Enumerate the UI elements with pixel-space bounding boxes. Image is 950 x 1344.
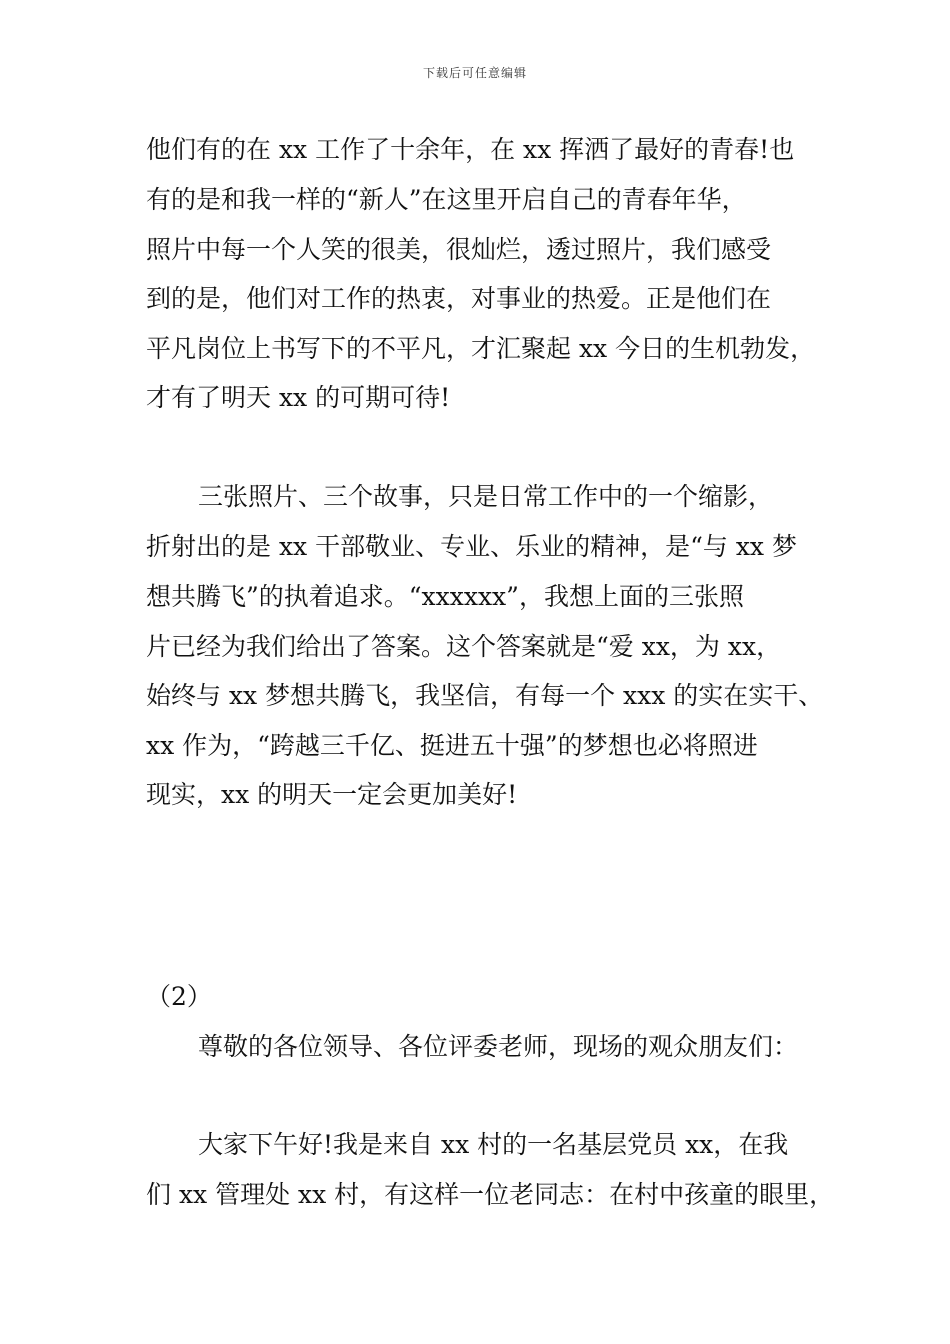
paragraph-2-line-6: xx 作为，“跨越三千亿、挺进五十强”的梦想也必将照进 [146,731,758,760]
paragraph-1-line-5: 平凡岗位上书写下的不平凡，才汇聚起 xx 今日的生机勃发， [146,334,816,363]
paragraph-2-line-1: 三张照片、三个故事，只是日常工作中的一个缩影， [198,482,774,511]
page-header: 下载后可任意编辑 [422,66,527,80]
section-number: （2） [146,982,212,1011]
greeting-line: 尊敬的各位领导、各位评委老师，现场的观众朋友们： [198,1032,799,1061]
paragraph-1-line-1: 他们有的在 xx 工作了十余年，在 xx 挥洒了最好的青春!也 [146,135,795,164]
paragraph-2-line-5: 始终与 xx 梦想共腾飞，我坚信，有每一个 xxx 的实在实干、 [146,681,824,710]
paragraph-1-line-6: 才有了明天 xx 的可期可待! [146,383,451,412]
paragraph-3-line-2: 们 xx 管理处 xx 村，有这样一位老同志：在村中孩童的眼里， [146,1180,835,1209]
paragraph-1-line-3: 照片中每一个人笑的很美，很灿烂，透过照片，我们感受 [146,235,772,264]
paragraph-2-line-7: 现实，xx 的明天一定会更加美好! [146,780,518,809]
paragraph-2-line-3: 想共腾飞”的执着追求。“xxxxxx”，我想上面的三张照 [146,582,744,611]
paragraph-2-line-4: 片已经为我们给出了答案。这个答案就是“爱 xx，为 xx， [146,632,782,661]
paragraph-3-line-1: 大家下午好!我是来自 xx 村的一名基层党员 xx，在我 [198,1130,789,1159]
paragraph-1-line-2: 有的是和我一样的“新人”在这里开启自己的青春年华， [146,185,747,214]
paragraph-2-line-2: 折射出的是 xx 干部敬业、专业、乐业的精神，是“与 xx 梦 [146,532,797,561]
paragraph-1-line-4: 到的是，他们对工作的热衷，对事业的热爱。正是他们在 [146,284,772,313]
